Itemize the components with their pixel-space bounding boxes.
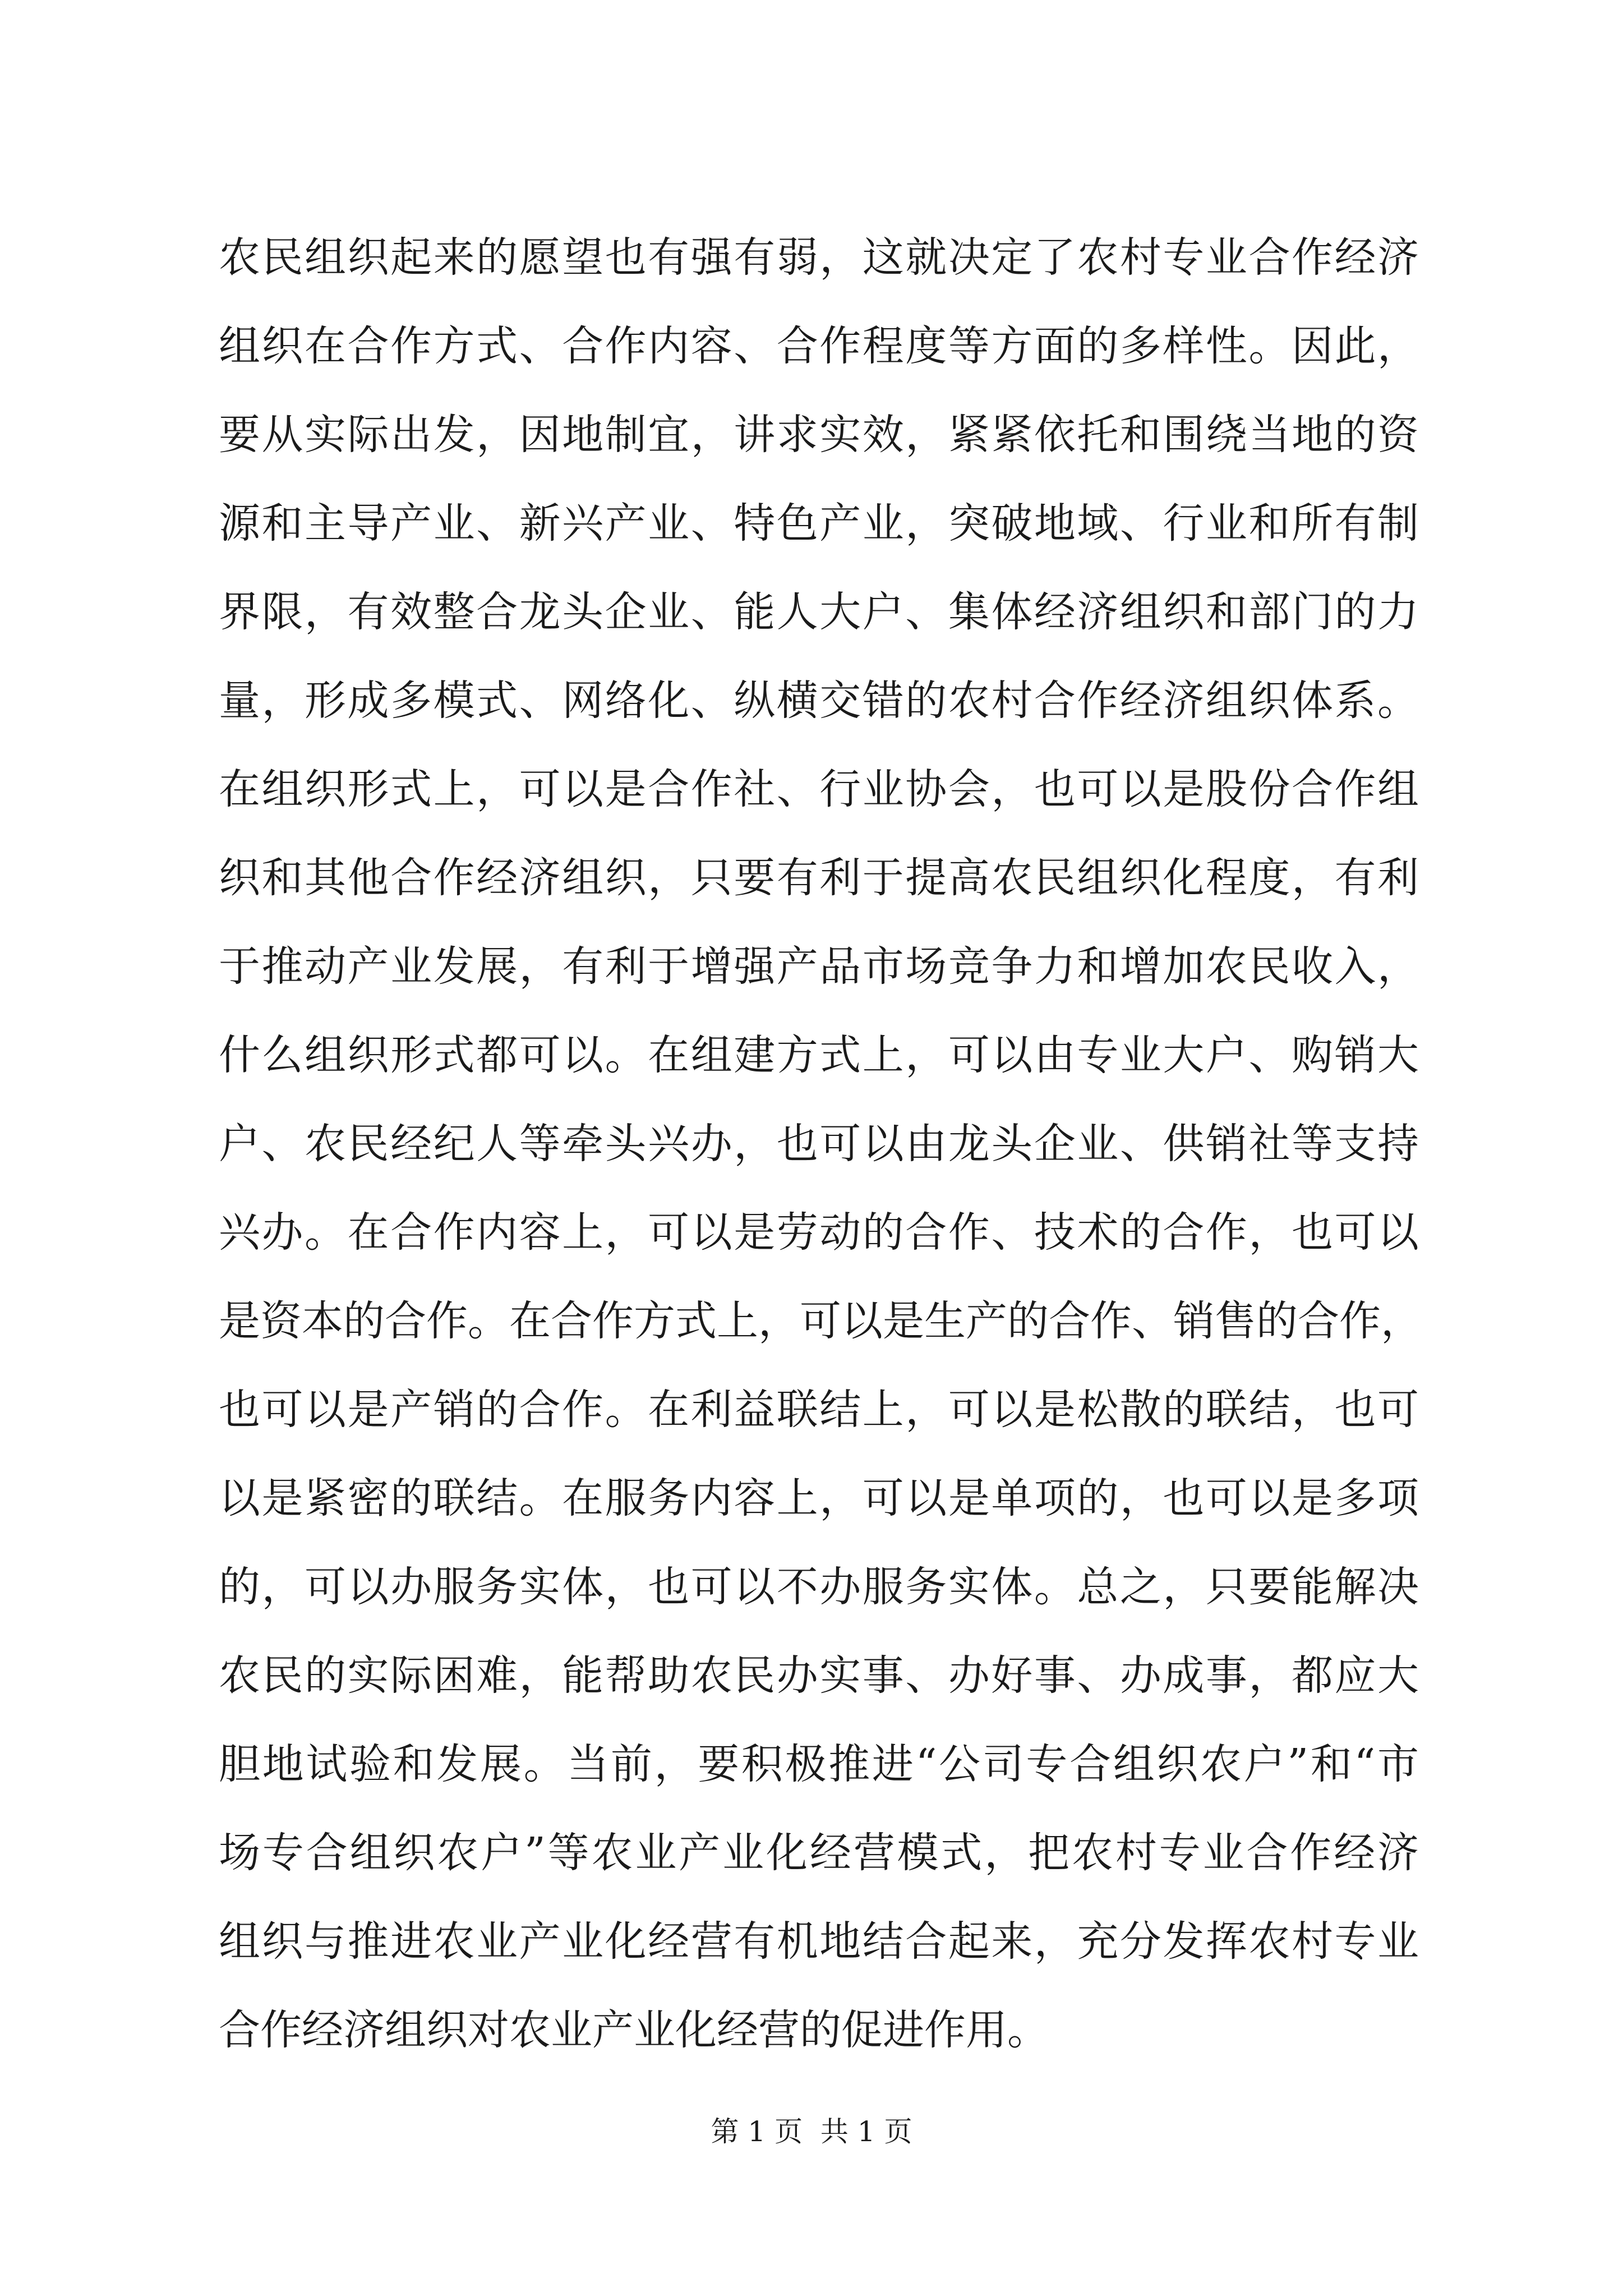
- text-line: 的，可以办服务实体，也可以不办服务实体。总之，只要能解决: [219, 1563, 1419, 1611]
- text-line: 界限，有效整合龙头企业、能人大户、集体经济组织和部门的力: [219, 588, 1419, 636]
- text-line: 农民组织起来的愿望也有强有弱，这就决定了农村专业合作经济: [219, 233, 1419, 282]
- text-line: 在组织形式上，可以是合作社、行业协会，也可以是股份合作组: [219, 765, 1419, 813]
- text-line: 也可以是产销的合作。在利益联结上，可以是松散的联结，也可: [219, 1386, 1419, 1434]
- text-line: 组织在合作方式、合作内容、合作程度等方面的多样性。因此，: [219, 322, 1419, 370]
- text-line: 以是紧密的联结。在服务内容上，可以是单项的，也可以是多项: [219, 1474, 1419, 1522]
- text-line: 织和其他合作经济组织，只要有利于提高农民组织化程度，有利: [219, 854, 1419, 902]
- text-line: 户、农民经纪人等牵头兴办，也可以由龙头企业、供销社等支持: [219, 1120, 1419, 1168]
- text-line: 什么组织形式都可以。在组建方式上，可以由专业大户、购销大: [219, 1031, 1419, 1079]
- text-line-last: 合作经济组织对农业产业化经营的促进作用。: [219, 2006, 1049, 2054]
- text-line: 组织与推进农业产业化经营有机地结合起来，充分发挥农村专业: [219, 1917, 1419, 1966]
- body-paragraph: [219, 213, 1422, 2074]
- text-line: 是资本的合作。在合作方式上，可以是生产的合作、销售的合作，: [219, 1297, 1422, 1345]
- page-number-footer: 第 1 页 共 1 页: [711, 2115, 912, 2148]
- text-line: 农民的实际困难，能帮助农民办实事、办好事、办成事，都应大: [219, 1651, 1419, 1700]
- text-line: 量，形成多模式、网络化、纵横交错的农村合作经济组织体系。: [219, 677, 1419, 725]
- text-line: 要从实际出发，因地制宜，讲求实效，紧紧依托和围绕当地的资: [219, 411, 1419, 459]
- text-line: 胆地试验和发展。当前，要积极推进“公司专合组织农户”和“市: [219, 1740, 1419, 1788]
- text-line: 于推动产业发展，有利于增强产品市场竞争力和增加农民收入，: [219, 942, 1419, 991]
- text-line: 源和主导产业、新兴产业、特色产业，突破地域、行业和所有制: [219, 499, 1419, 547]
- text-line: 兴办。在合作内容上，可以是劳动的合作、技术的合作，也可以: [219, 1208, 1419, 1257]
- text-line: 场专合组织农户”等农业产业化经营模式，把农村专业合作经济: [219, 1829, 1419, 1877]
